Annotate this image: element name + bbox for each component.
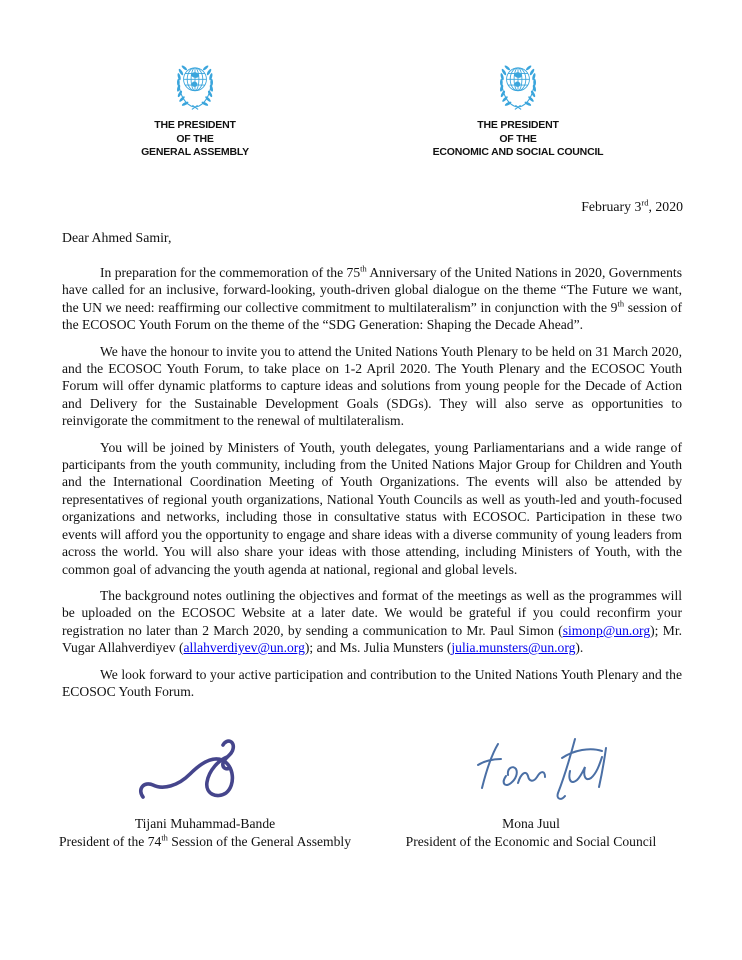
letterhead-line: THE PRESIDENT — [154, 119, 236, 131]
signatory-block-right — [398, 815, 664, 850]
paragraph: In preparation for the commemoration of the 75th Anniversary of the United Nations in 2020, Governments have called for an inclusive, forward-looking, youth-driven global dialogue on the theme “The Future we want, the UN we need: reaffirming our collective commitment to multilateralism” in conjunction with the 9th session of the ECOSOC Youth Forum on the theme of the “SDG Generation: Shaping the Decade Ahead”. — [62, 263, 682, 333]
letter-date: February 3rd, 2020 — [581, 197, 683, 214]
letterhead-line: OF THE — [499, 132, 537, 145]
superscript: th — [161, 831, 168, 842]
superscript: rd — [641, 197, 649, 208]
paragraph: We have the honour to invite you to attend the United Nations Youth Plenary to be held on 31 March 2020, and the ECOSOC Youth Forum, to take place on 1-2 April 2020. The Youth Plenary and the ECOSOC Youth Forum will offer dynamic platforms to capture ideas and solutions from young people for the Decade of Action and Delivery for the Sustainable Development Goals (SDGs). They will also serve as opportunities to reinvigorate the commitment to the renewal of multilateralism. — [62, 343, 682, 429]
un-emblem-icon — [169, 58, 221, 111]
letterhead-ecosoc — [414, 58, 622, 160]
letterhead-line: THE PRESIDENT — [477, 119, 559, 131]
email-link[interactable]: julia.munsters@un.org — [451, 640, 576, 656]
signature-image-tijani — [136, 736, 288, 816]
un-emblem-icon — [492, 58, 544, 111]
signatory-name: Mona Juul — [502, 816, 560, 831]
letterhead-line: GENERAL ASSEMBLY — [141, 146, 249, 158]
letter-body — [62, 264, 682, 709]
paragraph: The background notes outlining the objectives and format of the meetings as well as the programmes will be uploaded on the ECOSOC Website at a later date. We would be grateful if you could reconfirm your registration no later than 2 March 2020, by sending a communication to Mr. Paul Simon (simonp@un.org); Mr. Vugar Allahverdiyev (allahverdiyev@un.org); and Ms. Julia Munsters (julia.munsters@un.org). — [62, 587, 682, 656]
letterhead-general-assembly — [111, 58, 279, 160]
letterhead-line: OF THE — [176, 132, 214, 145]
letterhead-line: ECONOMIC AND SOCIAL COUNCIL — [432, 146, 604, 158]
signatory-name: Tijani Muhammad-Bande — [134, 816, 276, 831]
paragraph: We look forward to your active participation and contribution to the United Nations Youth Plenary and the ECOSOC Youth Forum. — [62, 666, 682, 699]
signatory-title: President of the Economic and Social Council — [405, 833, 657, 849]
superscript: th — [617, 298, 625, 309]
signature-image-mona — [466, 730, 626, 812]
signatory-block-left — [55, 815, 355, 850]
paragraph: You will be joined by Ministers of Youth, youth delegates, young Parliamentarians and a wide range of participants from the youth community, including from the United Nations Major Group for Children and Youth and the International Coordination Meeting of Youth Organizations. The events will also be attended by representatives of regional youth organizations, National Youth Councils as well as youth-led and youth-focused organizations and networks, including those in consultative status with ECOSOC. Participation in these two events will afford you the opportunity to engage and share ideas with a diverse community of young leaders from across the world. You will also share your ideas with those attending, including Ministers of Youth, with the common goal of advancing the youth agenda at national, regional and global levels. — [62, 439, 682, 577]
superscript: th — [360, 263, 367, 274]
salutation: Dear Ahmed Samir, — [62, 230, 172, 245]
signatory-title: President of the 74th Session of the General Assembly — [59, 831, 351, 849]
email-link[interactable]: simonp@un.org — [562, 622, 651, 638]
email-link[interactable]: allahverdiyev@un.org — [183, 640, 305, 656]
